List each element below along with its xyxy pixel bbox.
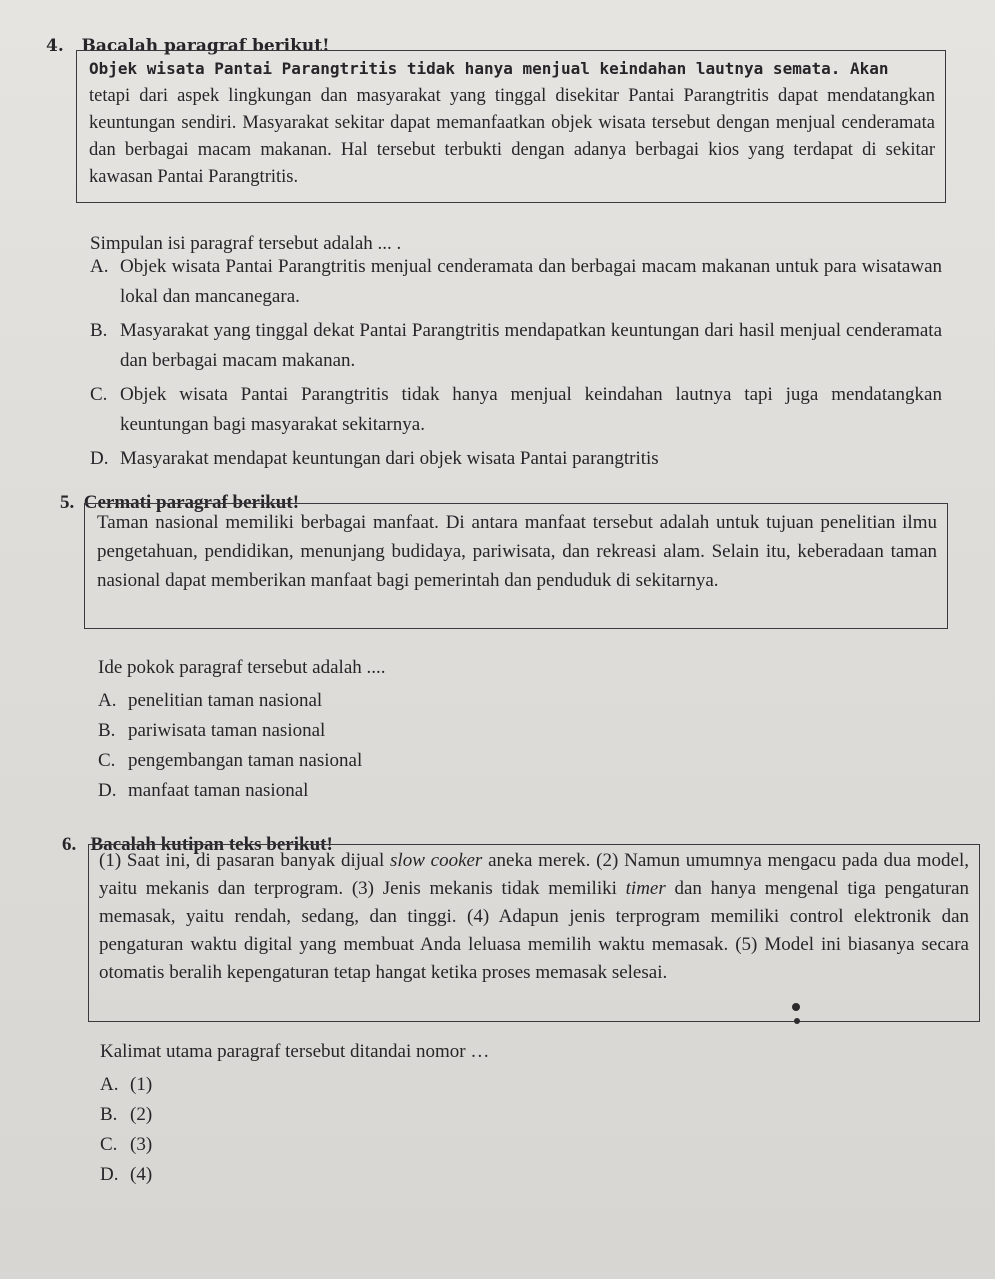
option-d[interactable] [98,776,498,806]
option-letter: A. [100,1074,119,1095]
question-number: 5. [60,492,75,513]
question-number: 4. [46,36,64,56]
option-text: Objek wisata Pantai Parangtritis tidak hanya menjual keindahan lautnya tapi juga mendatangkan keuntungan bagi masyarakat sekitarnya. [120,384,942,435]
option-c[interactable] [100,1130,300,1160]
option-c[interactable] [90,380,942,440]
question-4-options [90,252,942,478]
option-text: (4) [130,1164,153,1185]
option-letter: C. [98,750,116,771]
option-text: (1) [130,1074,153,1095]
option-b[interactable] [100,1100,300,1130]
option-a[interactable] [100,1070,300,1100]
option-text: pengembangan taman nasional [128,750,363,771]
option-letter: B. [90,320,108,341]
option-text: (2) [130,1104,153,1125]
paragraph-first-line: Objek wisata Pantai Parangtritis tidak hanya menjual keindahan lautnya semata. Akan [89,59,889,78]
ink-dot [794,1018,800,1024]
option-b[interactable] [90,316,942,376]
option-text: (3) [130,1134,153,1155]
option-text: Masyarakat yang tinggal dekat Pantai Parangtritis mendapatkan keuntungan dari hasil menjual cenderamata dan berbagai macam makanan. [120,320,942,371]
option-text: manfaat taman nasional [128,780,309,801]
question-instruction: Bacalah paragraf berikut! [81,36,330,56]
option-letter: D. [90,448,109,469]
question-5-prompt: Ide pokok paragraf tersebut adalah .... [98,657,386,678]
paragraph-text: tetapi dari aspek lingkungan dan masyarakat yang tinggal disekitar Pantai Parangtritis dapat mendatangkan keuntungan sendiri. Masyarakat sekitar dapat memanfaatkan objek wisata tersebut dengan menjual cenderamata dan berbagai macam makanan. Hal tersebut terbukti dengan adanya berbagai kios yang terdapat di sekitar kawasan Pantai Parangtritis. [89,86,935,187]
question-5-paragraph-box [84,503,948,629]
option-a[interactable] [98,686,498,716]
paragraph-italic-term: slow cooker [390,850,483,871]
question-number: 6. [62,834,77,855]
question-6-options [100,1070,300,1190]
paragraph-segment: dan hanya mengenal tiga pengaturan memasak, yaitu rendah, sedang, dan tinggi. (4) Adapun jenis terprogram memiliki control elektronik dan pengaturan waktu digital yang membuat Anda leluasa memilih waktu memasak. (5) Model ini biasanya secara otomatis beralih kepengaturan tetap hangat ketika proses memasak selesai. [99,878,970,983]
option-letter: C. [100,1134,118,1155]
question-6-prompt: Kalimat utama paragraf tersebut ditandai nomor … [100,1041,490,1062]
question-4-paragraph-box [76,50,946,203]
ink-dot [792,1003,800,1011]
paragraph-text [99,847,969,987]
option-c[interactable] [98,746,498,776]
paragraph-text: Taman nasional memiliki berbagai manfaat. Di antara manfaat tersebut adalah untuk tujuan penelitian ilmu pengetahuan, pendidikan, menunjang budidaya, pariwisata, dan rekreasi alam. Selain itu, keberadaan taman nasional dapat memberikan manfaat bagi pemerintah dan penduduk di sekitarnya. [97,512,937,591]
option-d[interactable] [90,444,942,474]
option-letter: D. [98,780,117,801]
paragraph-segment: (1) Saat ini, di pasaran banyak dijual [99,850,391,871]
option-text: Objek wisata Pantai Parangtritis menjual cenderamata dan berbagai macam makanan untuk para wisatawan lokal dan mancanegara. [120,256,942,307]
paragraph-italic-term: timer [625,878,666,899]
option-letter: C. [90,384,108,405]
question-instruction: Bacalah kutipan teks berikut! [90,834,333,855]
option-text: penelitian taman nasional [128,690,323,711]
option-letter: A. [98,690,117,711]
option-letter: B. [100,1104,118,1125]
question-5-options [98,686,498,806]
paragraph-segment: aneka merek. (2) Namun umumnya mengacu pada dua model, yaitu mekanis dan terprogram. (3) Jenis mekanis tidak memiliki [99,850,969,899]
option-text: pariwisata taman nasional [128,720,326,741]
option-text: Masyarakat mendapat keuntungan dari objek wisata Pantai parangtritis [120,448,659,469]
option-d[interactable] [100,1160,300,1190]
option-letter: B. [98,720,116,741]
question-4-prompt: Simpulan isi paragraf tersebut adalah ... . [90,233,402,254]
option-b[interactable] [98,716,498,746]
option-a[interactable] [90,252,942,312]
question-6-paragraph-box [88,844,980,1022]
question-instruction: Cermati paragraf berikut! [83,492,300,513]
option-letter: A. [90,256,109,277]
option-letter: D. [100,1164,119,1185]
